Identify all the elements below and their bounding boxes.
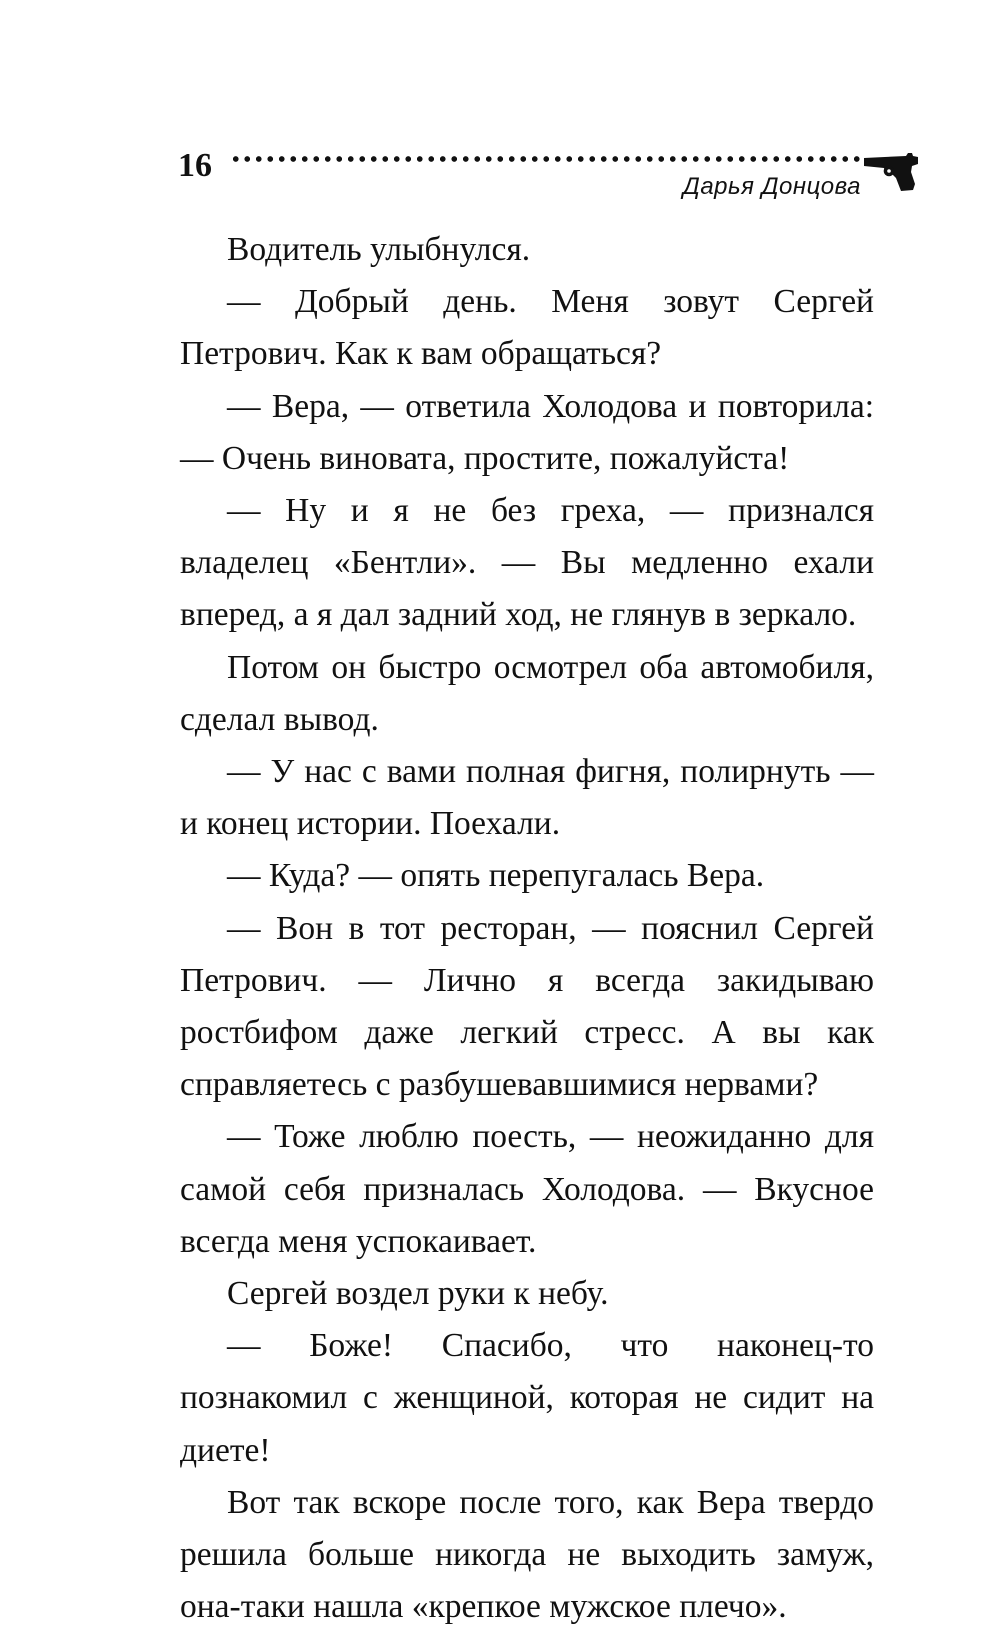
paragraph: — Добрый день. Меня зовут Сергей Петрович. Как к вам обращаться? [180, 283, 874, 373]
running-header [178, 140, 923, 210]
paragraph: Водитель улыбнулся. [227, 231, 531, 268]
paragraph: Вот так вскоре после того, как Вера твердо решила больше никогда не выходить замуж, она-таки нашла «крепкое мужское плечо». [180, 1483, 874, 1626]
dotted-rule [230, 156, 865, 162]
page-number: 16 [178, 147, 212, 184]
paragraph: — Вера, — ответила Холодова и повторила: — Очень виновата, простите, пожалуйста! [180, 387, 874, 477]
paragraph: Потом он быстро осмотрел оба автомобиля, сделал вывод. [180, 648, 874, 738]
paragraph: — Ну и я не без греха, — признался владелец «Бентли». — Вы медленно ехали вперед, а я дал задний ход, не глянув в зеркало. [180, 492, 874, 634]
paragraph: — Тоже люблю поесть, — неожиданно для самой себя призналась Холодова. — Вкусное всегда меня успокаивает. [180, 1118, 874, 1260]
paragraph: — Куда? — опять перепугалась Вера. [227, 857, 765, 895]
paragraph: — Боже! Спасибо, что наконец-то познакомил с женщиной, которая не сидит на диете! [180, 1327, 874, 1469]
paragraph: Сергей воздел руки к небу. [227, 1275, 609, 1313]
author-name: Дарья Донцова [682, 173, 861, 200]
paragraph: — У нас с вами полная фигня, полирнуть — и конец истории. Поехали. [180, 753, 874, 843]
revolver-icon [862, 150, 920, 192]
body-text [180, 224, 874, 1633]
paragraph: — Вон в тот ресторан, — пояснил Сергей Петрович. — Лично я всегда закидываю ростбифом даже легкий стресс. А вы как справляетесь с разбушевавшимися нервами? [180, 909, 874, 1104]
